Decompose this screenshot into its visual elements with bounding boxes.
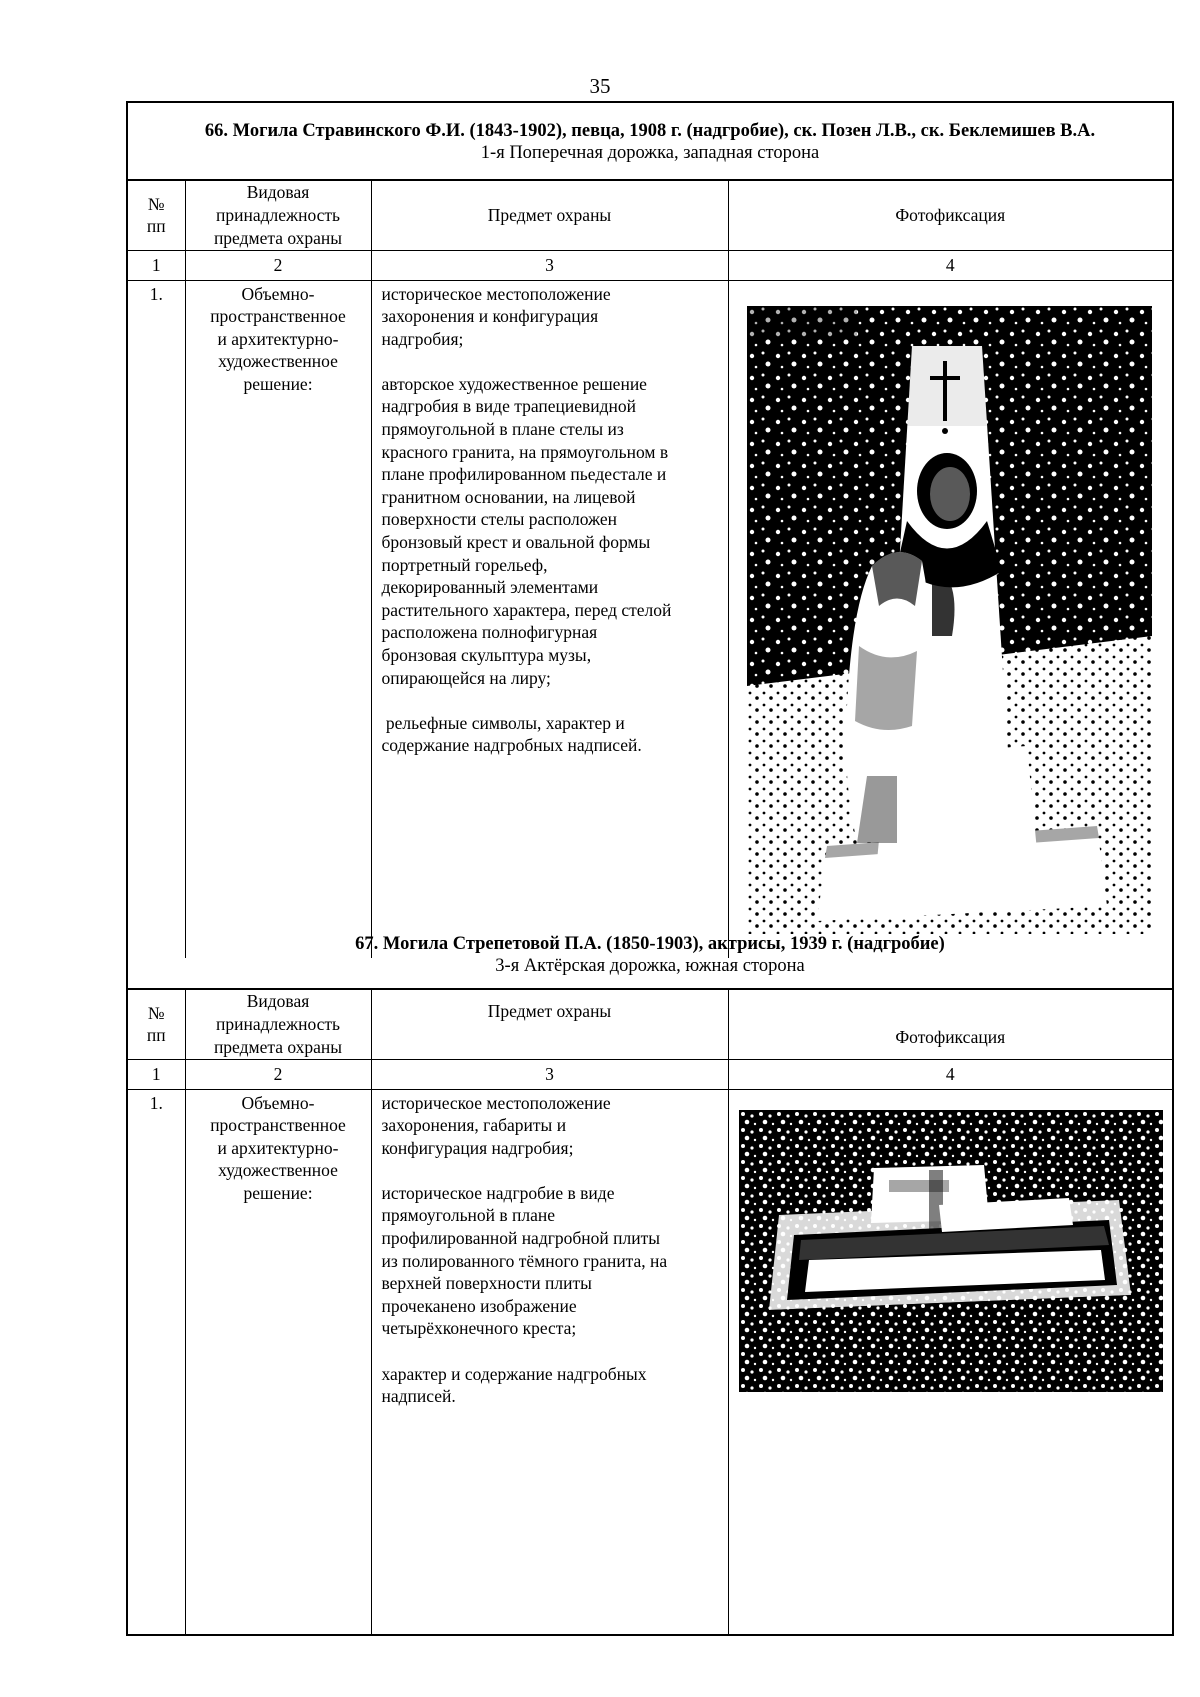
column-number: 1 xyxy=(128,1059,185,1089)
header-number xyxy=(128,989,185,1059)
table-row xyxy=(128,280,1172,958)
column-number: 2 xyxy=(185,1059,371,1089)
header-kind xyxy=(185,180,371,250)
header-photo: Фотофиксация xyxy=(728,180,1172,250)
kind-line: Объемно- xyxy=(241,283,315,304)
column-number-row xyxy=(128,1059,1172,1089)
text-line: плане профилированном пьедестале и xyxy=(381,464,667,485)
section-title: 66. Могила Стравинского Ф.И. (1843-1902), певца, 1908 г. (надгробие), ск. Позен Л.В., ск. Беклемишев В.А. xyxy=(204,121,1096,141)
text-line: верхней поверхности плиты xyxy=(381,1273,592,1294)
page-number: 35 xyxy=(589,74,611,98)
kind-line: пространственное xyxy=(210,306,346,327)
text-line: содержание надгробных надписей. xyxy=(381,735,642,756)
table-header-row xyxy=(128,180,1172,250)
kind-line: решение: xyxy=(243,1182,313,1203)
kind-line: и архитектурно- xyxy=(217,1137,339,1158)
section-location: 3-я Актёрская дорожка, южная сторона xyxy=(495,956,805,976)
text-line: гранитном основании, на лицевой xyxy=(381,486,636,507)
header-text: пп xyxy=(146,1025,166,1046)
text-line: характер и содержание надгробных xyxy=(381,1363,647,1384)
kind-line: художественное xyxy=(218,351,338,372)
header-text: Предмет охраны xyxy=(487,1001,612,1021)
subject-paragraph xyxy=(382,373,724,689)
column-number: 3 xyxy=(371,250,728,280)
header-text: предмета охраны xyxy=(213,1036,343,1057)
text-line: конфигурация надгробия; xyxy=(381,1137,574,1158)
text-line: надгробия в виде трапециевидной xyxy=(381,396,637,417)
header-text: принадлежность xyxy=(215,1013,341,1034)
text-line: надгробия; xyxy=(381,328,464,349)
kind-line: пространственное xyxy=(210,1115,346,1136)
text-line: портретный горельеф, xyxy=(381,554,548,575)
header-text: № xyxy=(147,193,165,214)
kind-line: художественное xyxy=(218,1160,338,1181)
grave-photo-monument xyxy=(747,306,1152,934)
column-number: 3 xyxy=(371,1059,728,1089)
header-text: Видовая xyxy=(246,991,310,1012)
header-number xyxy=(128,180,185,250)
column-number: 2 xyxy=(185,250,371,280)
header-text: пп xyxy=(146,216,166,237)
subject-paragraph xyxy=(382,1363,724,1408)
row-index: 1. xyxy=(128,1089,185,1635)
text-line: историческое надгробие в виде xyxy=(381,1182,615,1203)
header-text: принадлежность xyxy=(215,204,341,225)
section-title: 67. Могила Стрепетовой П.А. (1850-1903), актрисы, 1939 г. (надгробие) xyxy=(355,934,945,954)
text-line: авторское художественное решение xyxy=(381,373,647,394)
text-line: надписей. xyxy=(381,1386,456,1407)
text-line: историческое местоположение xyxy=(381,283,611,304)
section-header-67 xyxy=(128,933,1172,977)
column-number: 4 xyxy=(728,250,1172,280)
column-number: 1 xyxy=(128,250,185,280)
kind-line: Объемно- xyxy=(241,1092,315,1113)
table-row xyxy=(128,1089,1172,1635)
grave-photo-slab xyxy=(739,1110,1163,1392)
subject-paragraph xyxy=(382,283,724,351)
header-text: предмета охраны xyxy=(213,227,343,248)
kind-line: и архитектурно- xyxy=(217,328,339,349)
text-line: растительного характера, перед стелой xyxy=(381,599,672,620)
text-line: прямоугольной в плане стелы из xyxy=(381,419,624,440)
protection-table-66 xyxy=(128,179,1172,958)
kind-line: решение: xyxy=(243,373,313,394)
header-kind xyxy=(185,989,371,1059)
row-subject xyxy=(371,280,728,958)
row-index: 1. xyxy=(128,280,185,958)
text-line: рельефные символы, характер и xyxy=(381,712,625,733)
column-number-row xyxy=(128,250,1172,280)
header-text: № xyxy=(147,1002,165,1023)
document-frame xyxy=(126,101,1174,1636)
row-subject xyxy=(371,1089,728,1635)
text-line: профилированной надгробной плиты xyxy=(381,1228,661,1249)
row-kind xyxy=(185,1089,371,1635)
text-line: опирающейся на лиру; xyxy=(381,667,551,688)
section-location: 1-я Поперечная дорожка, западная сторона xyxy=(480,143,820,163)
text-line: декорированный элементами xyxy=(381,577,599,598)
photo-cell xyxy=(728,280,1172,958)
header-text: Видовая xyxy=(246,182,310,203)
text-line: четырёхконечного креста; xyxy=(381,1318,577,1339)
protection-table-67 xyxy=(128,988,1172,1635)
text-line: захоронения, габариты и xyxy=(381,1115,567,1136)
text-line: поверхности стелы расположен xyxy=(381,509,618,530)
text-line: бронзовая скульптура музы, xyxy=(381,645,592,665)
subject-paragraph xyxy=(382,1092,724,1160)
subject-paragraph xyxy=(382,712,724,757)
text-line: прямоугольной в плане xyxy=(381,1205,556,1226)
text-line: прочеканено изображение xyxy=(381,1295,577,1316)
text-line: из полированного тёмного гранита, на xyxy=(381,1250,668,1271)
row-kind xyxy=(185,280,371,958)
header-text: Фотофиксация xyxy=(895,1026,1006,1047)
photo-cell xyxy=(728,1089,1172,1635)
header-subject xyxy=(371,989,728,1059)
header-photo xyxy=(728,989,1172,1059)
header-subject: Предмет охраны xyxy=(371,180,728,250)
text-line: бронзовый крест и овальной формы xyxy=(381,532,651,553)
text-line: историческое местоположение xyxy=(381,1092,611,1113)
text-line: захоронения и конфигурация xyxy=(381,306,599,327)
text-line: красного гранита, на прямоугольном в xyxy=(381,441,669,462)
section-header-66 xyxy=(128,120,1172,164)
subject-paragraph xyxy=(382,1182,724,1340)
column-number: 4 xyxy=(728,1059,1172,1089)
table-header-row xyxy=(128,989,1172,1059)
text-line: расположена полнофигурная xyxy=(381,622,598,643)
